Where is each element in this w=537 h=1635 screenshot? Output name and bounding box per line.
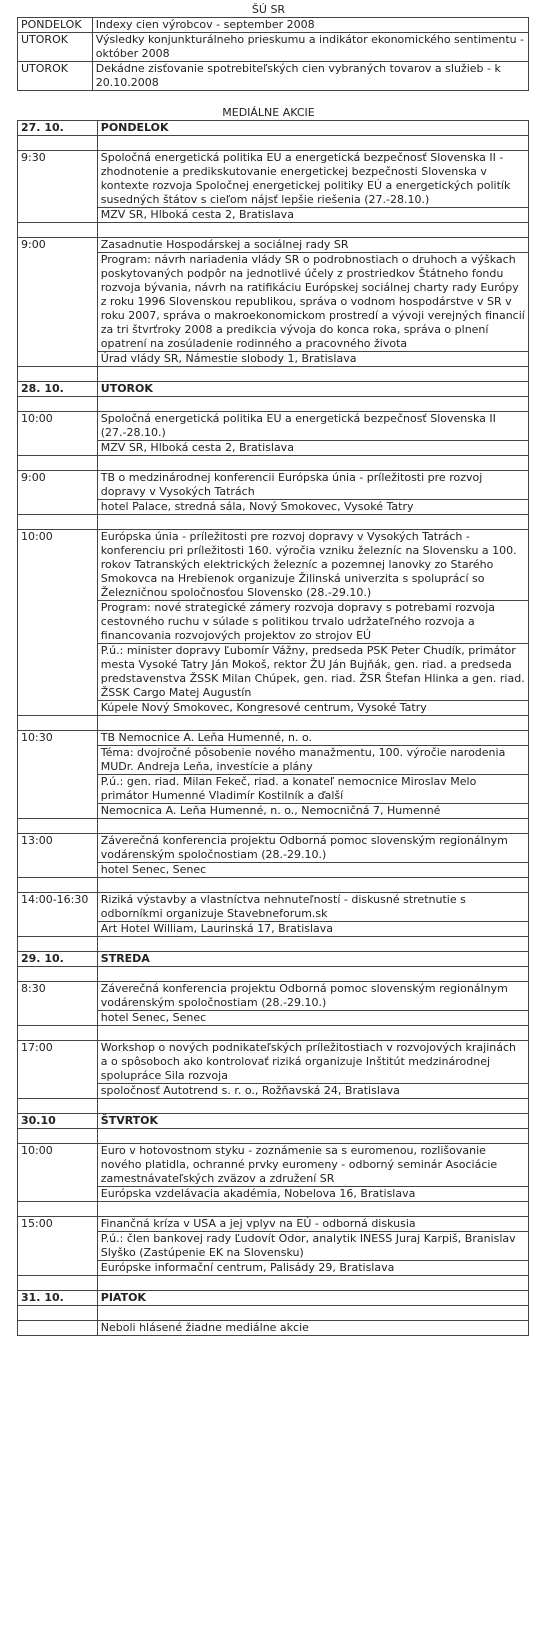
event-detail-cell: Euro v hotovostnom styku - zoznámenie sa s euromenou, rozlišovanie nového platidla, ochranné prvky euromeny - odborný seminár Asociácie zamestnávateľských zväzov a združení SR [97,1144,528,1187]
event-detail-cell: Program: nové strategické zámery rozvoja dopravy s potrebami rozvoja cestovného ruchu v súlade s politikou trvalo udržateľného rozvoja a financovania rozvojových projektov zo strojov EÚ [97,601,528,644]
spacer-row [18,223,529,238]
time-cell: 10:00 [18,1144,98,1202]
empty-cell [18,136,98,151]
spacer-row [18,1276,529,1291]
event-detail-cell: Téma: dvojročné pôsobenie nového manažmentu, 100. výročie narodenia MUDr. Andreja Leňa, investície a plány [97,746,528,775]
empty-cell [18,223,98,238]
date-cell: 29. 10. [18,952,98,967]
event-detail-cell: TB Nemocnice A. Leňa Humenné, n. o. [97,731,528,746]
event-row [18,893,529,922]
su-sr-table [17,17,529,91]
empty-cell [97,515,528,530]
event-row [18,731,529,746]
event-detail-cell: hotel Palace, stredná sála, Nový Smokovec, Vysoké Tatry [97,500,528,515]
empty-cell [18,397,98,412]
event-detail-cell: Finančná kríza v USA a jej vplyv na EÚ - odborná diskusia [97,1217,528,1232]
event-detail-cell: Úrad vlády SR, Námestie slobody 1, Bratislava [97,352,528,367]
event-detail-cell: P.ú.: člen bankovej rady Ľudovít Odor, analytik INESS Juraj Karpiš, Branislav Slyško (Zastúpenie EK na Slovensku) [97,1232,528,1261]
event-detail-cell: P.ú.: minister dopravy Ľubomír Vážny, predseda PSK Peter Chudík, primátor mesta Vysoké Tatry Ján Mokoš, rektor ŽU Ján Bujňák, gen. riad. a predseda predstavenstva ŽSSK Milan Chúpek, gen. riad. ŽSR Štefan Hlinka a gen. riad. ŽSSK Cargo Matej Augustín [97,644,528,701]
empty-cell [18,1129,98,1144]
event-detail-cell: hotel Senec, Senec [97,1011,528,1026]
table-row [18,33,529,62]
time-cell: 14:00-16:30 [18,893,98,937]
empty-cell [18,1099,98,1114]
event-detail-cell: Art Hotel William, Laurinská 17, Bratislava [97,922,528,937]
time-cell: 9:30 [18,151,98,223]
table-row [18,62,529,91]
event-row [18,238,529,253]
spacer-row [18,819,529,834]
empty-cell [18,1276,98,1291]
weekday-cell: PIATOK [97,1291,528,1306]
event-detail-cell: MZV SR, Hlboká cesta 2, Bratislava [97,441,528,456]
empty-cell [97,456,528,471]
event-detail-cell: P.ú.: gen. riad. Milan Fekeč, riad. a konateľ nemocnice Miroslav Melo primátor Humenné Vladimír Kostilník a ďalší [97,775,528,804]
spacer-row [18,1202,529,1217]
time-cell: 10:00 [18,412,98,456]
spacer-row [18,937,529,952]
event-detail-cell: Workshop o nových podnikateľských príležitostiach v rozvojových krajinách a o spôsoboch ako kontrolovať riziká organizuje Inštitút medzinárodnej spolupráce Sila rozvoja [97,1041,528,1084]
empty-cell [18,878,98,893]
event-row [18,471,529,500]
time-cell: 17:00 [18,1041,98,1099]
empty-cell [97,1099,528,1114]
date-cell: 31. 10. [18,1291,98,1306]
su-sr-heading: ŠÚ SR [251,3,286,16]
empty-cell [18,515,98,530]
day-header-row [18,952,529,967]
media-heading: MEDIÁLNE AKCIE [222,106,315,119]
empty-cell [18,1306,98,1321]
day-header-row [18,121,529,136]
table-row [18,18,529,33]
empty-cell [18,819,98,834]
day-header-row [18,1114,529,1129]
empty-cell [97,1276,528,1291]
empty-cell [97,878,528,893]
event-detail-cell: Spoločná energetická politika EU a energetická bezpečnosť Slovenska II (27.-28.10.) [97,412,528,441]
date-cell: 28. 10. [18,382,98,397]
event-row [18,982,529,1011]
time-cell [18,1321,98,1336]
spacer-row [18,515,529,530]
spacer-row [18,136,529,151]
event-detail-cell: hotel Senec, Senec [97,863,528,878]
time-cell: 10:30 [18,731,98,819]
time-cell: 9:00 [18,471,98,515]
empty-cell [97,937,528,952]
empty-cell [18,1202,98,1217]
event-row [18,1217,529,1232]
time-cell: 10:00 [18,530,98,716]
empty-cell [97,136,528,151]
event-detail-cell: Kúpele Nový Smokovec, Kongresové centrum, Vysoké Tatry [97,701,528,716]
spacer-row [18,967,529,982]
spacer-row [18,397,529,412]
empty-cell [97,223,528,238]
empty-cell [18,456,98,471]
empty-cell [97,1129,528,1144]
weekday-cell: PONDELOK [97,121,528,136]
spacer-row [18,878,529,893]
empty-cell [97,967,528,982]
empty-cell [97,1026,528,1041]
weekday-cell: UTOROK [97,382,528,397]
empty-cell [97,1306,528,1321]
event-detail-cell: TB o medzinárodnej konferencii Európska únia - príležitosti pre rozvoj dopravy v Vysokých Tatrách [97,471,528,500]
empty-cell [18,367,98,382]
event-detail-cell: Nemocnica A. Leňa Humenné, n. o., Nemocničná 7, Humenné [97,804,528,819]
date-cell: 30.10 [18,1114,98,1129]
event-detail-cell: Európska únia - príležitosti pre rozvoj dopravy v Vysokých Tatrách - konferenciu pri príležitosti 160. výročia vzniku železníc na Slovensku a 100. rokov Tatranských elektrických železníc a pozemnej lanovky zo Starého Smokovca na Hrebienok organizuje Žilinská univerzita s spoluprácí so Železničnou spoločnosťou Slovensko (28.-29.10.) [97,530,528,601]
event-detail-cell: Zasadnutie Hospodárskej a sociálnej rady SR [97,238,528,253]
spacer-row [18,1129,529,1144]
event-detail-cell: Európske informační centrum, Palisády 29, Bratislava [97,1261,528,1276]
time-cell: 15:00 [18,1217,98,1276]
empty-cell [97,367,528,382]
event-detail-cell: Záverečná konferencia projektu Odborná pomoc slovenským regionálnym vodárenským spoločnostiam (28.-29.10.) [97,834,528,863]
event-row [18,1041,529,1084]
time-cell: 8:30 [18,982,98,1026]
empty-cell [97,397,528,412]
event-row [18,412,529,441]
weekday-cell: ŠTVRTOK [97,1114,528,1129]
event-detail-cell: Európska vzdelávacia akadémia, Nobelova 16, Bratislava [97,1187,528,1202]
empty-cell [18,1026,98,1041]
event-detail-cell: Neboli hlásené žiadne mediálne akcie [97,1321,528,1336]
day-cell: UTOROK [18,62,93,91]
empty-cell [97,819,528,834]
event-detail-cell: MZV SR, Hlboká cesta 2, Bratislava [97,208,528,223]
empty-cell [97,1202,528,1217]
day-cell: UTOROK [18,33,93,62]
day-header-row [18,382,529,397]
event-detail-cell: Spoločná energetická politika EU a energetická bezpečnosť Slovenska II - zhodnotenie a predikskutovanie energetickej bezpečnosti Slovenska v kontexte rozvoja Spoločnej energetickej politiky EÚ a energetických politík susedných štátov s cieľom nájsť lepšie riešenia (27.-28.10.) [97,151,528,208]
empty-cell [18,716,98,731]
description-cell: Indexy cien výrobcov - september 2008 [92,18,528,33]
spacer-row [18,716,529,731]
event-detail-cell: Záverečná konferencia projektu Odborná pomoc slovenským regionálnym vodárenským spoločnostiam (28.-29.10.) [97,982,528,1011]
time-cell: 9:00 [18,238,98,367]
event-detail-cell: Program: návrh nariadenia vlády SR o podrobnostiach o druhoch a výškach poskytovaných podpôr na jednotlivé účely z prostriedkov Štátneho fondu rozvoja bývania, návrh na ratifikáciu Európskej sociálnej charty rady Európy z roku 1996 Slovenskou republikou, správa o vodnom hospodárstve v SR v roku 2007, správa o makroekonomickom prostredí a vývoji verejných financií za tri štvrťroky 2008 a predikcia vývoja do konca roka, správa o plnení opatrení na zosúladenie rodinného a pracovného života [97,253,528,352]
spacer-row [18,1026,529,1041]
empty-cell [18,967,98,982]
spacer-row [18,1306,529,1321]
event-row [18,1144,529,1187]
event-detail-cell: Riziká výstavby a vlastníctva nehnuteľností - diskusné stretnutie s odborníkmi organizuje Stavebneforum.sk [97,893,528,922]
weekday-cell: STREDA [97,952,528,967]
empty-cell [97,716,528,731]
date-cell: 27. 10. [18,121,98,136]
spacer-row [18,367,529,382]
event-row [18,151,529,208]
day-cell: PONDELOK [18,18,93,33]
event-row [18,530,529,601]
description-cell: Výsledky konjunkturálneho prieskumu a indikátor ekonomického sentimentu - október 2008 [92,33,528,62]
spacer-row [18,1099,529,1114]
spacer-row [18,456,529,471]
event-detail-cell: spoločnosť Autotrend s. r. o., Rožňavská 24, Bratislava [97,1084,528,1099]
empty-cell [18,937,98,952]
event-row [18,1321,529,1336]
time-cell: 13:00 [18,834,98,878]
description-cell: Dekádne zisťovanie spotrebiteľských cien vybraných tovarov a služieb - k 20.10.2008 [92,62,528,91]
event-row [18,834,529,863]
day-header-row [18,1291,529,1306]
media-events-table [17,120,529,1336]
